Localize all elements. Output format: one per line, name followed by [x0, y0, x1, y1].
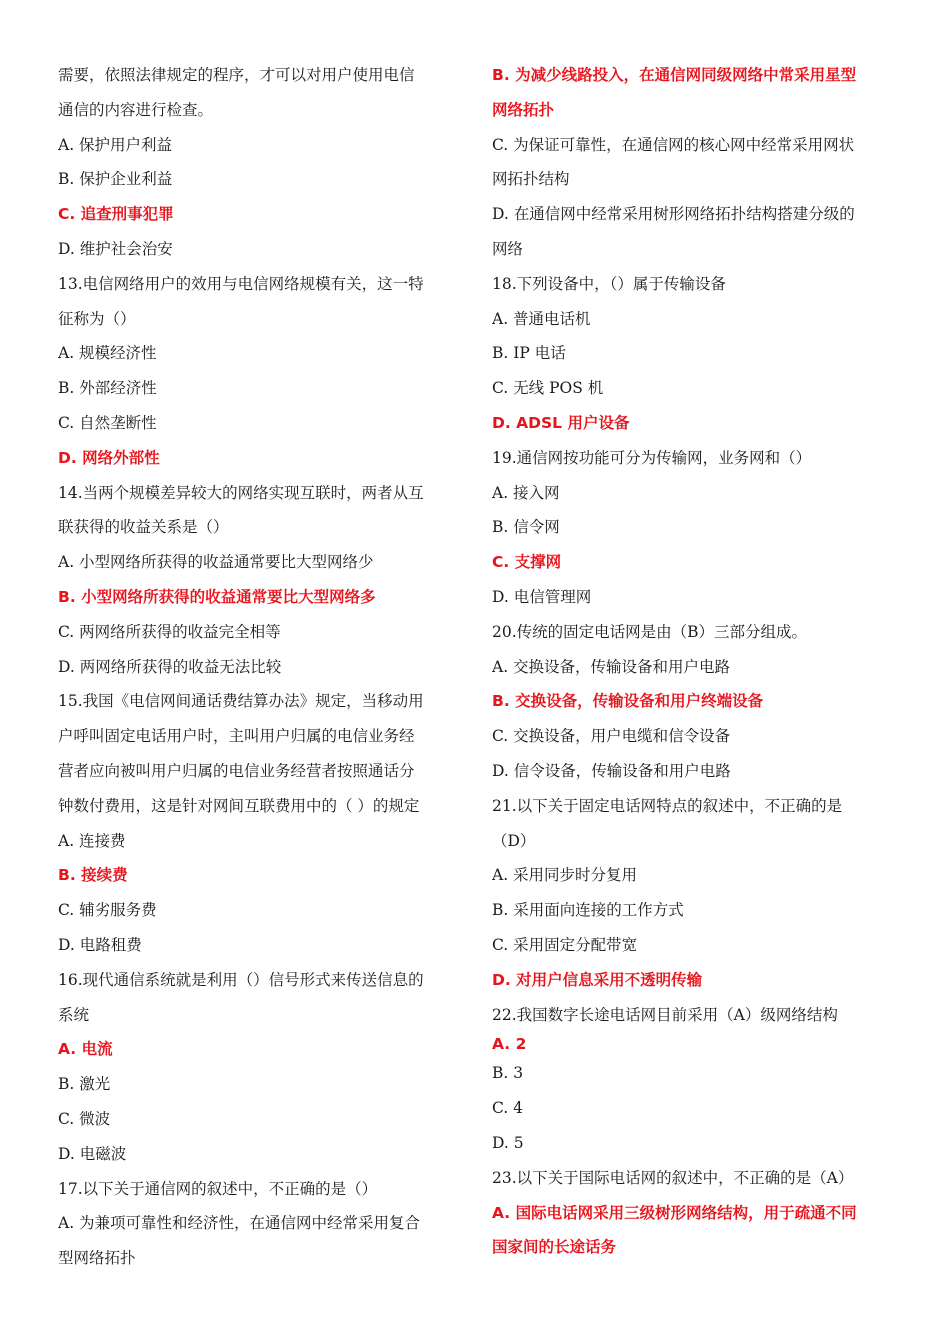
text-line: 需要，依照法律规定的程序，才可以对用户使用电信	[58, 66, 415, 84]
text-line: 18.下列设备中，（）属于传输设备	[492, 274, 726, 293]
text-line: B. 激光	[58, 1075, 111, 1094]
answer-line: B. 小型网络所获得的收益通常要比大型网络多	[58, 587, 376, 606]
text-line: C. 采用固定分配带宽	[492, 935, 638, 954]
text-line: 网拓扑结构	[492, 170, 570, 189]
text-line: D. 两网络所获得的收益无法比较	[58, 657, 282, 676]
text-line: 19.通信网按功能可分为传输网，业务网和（）	[492, 448, 812, 467]
answer-line: A. 国际电话网采用三级树形网络结构，用于疏通不同	[492, 1203, 857, 1222]
text-line: 联获得的收益关系是（）	[58, 518, 229, 537]
text-line: D. 电路租费	[58, 935, 142, 954]
text-line: 型网络拓扑	[58, 1249, 136, 1268]
text-line: D. 5	[492, 1133, 524, 1152]
text-line: D. 维护社会治安	[58, 239, 173, 258]
answer-line: C. 支撑网	[492, 553, 562, 572]
text-line: C. 4	[492, 1099, 524, 1118]
text-line: C. 为保证可靠性，在通信网的核心网中经常采用网状	[492, 135, 855, 154]
text-line: D. 电磁波	[58, 1144, 127, 1163]
text-line: 13.电信网络用户的效用与电信网络规模有关，这一特	[58, 274, 424, 293]
text-line: D. 信令设备，传输设备和用户电路	[492, 761, 731, 780]
text-line: A. 接入网	[492, 483, 560, 502]
answer-line: D. ADSL 用户设备	[492, 413, 630, 432]
right-column	[492, 58, 897, 1265]
text-line: B. 外部经济性	[58, 379, 157, 398]
text-line: C. 无线 POS 机	[492, 379, 604, 398]
answer-line: B. 交换设备，传输设备和用户终端设备	[492, 692, 764, 711]
text-line: C. 辅劣服务费	[58, 901, 157, 920]
text-line: B. 采用面向连接的工作方式	[492, 901, 684, 920]
text-line: A. 交换设备，传输设备和用户电路	[492, 657, 731, 676]
text-line: C. 自然垄断性	[58, 413, 157, 432]
text-line: B. 3	[492, 1064, 524, 1083]
text-line: C. 交换设备，用户电缆和信令设备	[492, 727, 731, 746]
text-line: 20.传统的固定电话网是由（B）三部分组成。	[492, 622, 808, 641]
left-column	[58, 58, 458, 1276]
answer-line: A. 电流	[58, 1040, 113, 1059]
text-line: 网络	[492, 239, 524, 258]
text-line: D. 在通信网中经常采用树形网络拓扑结构搭建分级的	[492, 205, 855, 224]
answer-line: A. 2	[492, 1035, 527, 1054]
text-line: B. 信令网	[492, 518, 560, 537]
answer-line: B. 为减少线路投入，在通信网同级网络中常采用星型	[492, 66, 857, 84]
answer-line: D. 对用户信息采用不透明传输	[492, 970, 703, 989]
text-line: 通信的内容进行检查。	[58, 100, 214, 119]
text-line: 16.现代通信系统就是利用（）信号形式来传送信息的	[58, 970, 424, 989]
text-line: 系统	[58, 1005, 90, 1024]
answer-line: C. 追查刑事犯罪	[58, 205, 174, 224]
text-line: 14.当两个规模差异较大的网络实现互联时，两者从互	[58, 483, 424, 502]
text-line: B. 保护企业利益	[58, 170, 173, 189]
text-line: 钟数付费用，这是针对网间互联费用中的（ ）的规定	[58, 796, 420, 815]
text-line: A. 为兼项可靠性和经济性，在通信网中经常采用复合	[58, 1214, 421, 1233]
text-line: 23.以下关于国际电话网的叙述中，不正确的是（A）	[492, 1168, 854, 1187]
text-line: A. 连接费	[58, 831, 126, 850]
text-line: 21.以下关于固定电话网特点的叙述中，不正确的是	[492, 796, 843, 815]
text-line: 征称为（）	[58, 309, 136, 328]
answer-line: 网络拓扑	[492, 100, 555, 119]
text-line: 22.我国数字长途电话网目前采用（A）级网络结构	[492, 1005, 838, 1024]
text-line: 户呼叫固定电话用户时，主叫用户归属的电信业务经	[58, 727, 415, 746]
text-line: A. 采用同步时分复用	[492, 866, 638, 885]
text-line: A. 普通电话机	[492, 309, 591, 328]
text-line: （D）	[492, 831, 536, 850]
text-line: 营者应向被叫用户归属的电信业务经营者按照通话分	[58, 761, 415, 780]
text-line: C. 两网络所获得的收益完全相等	[58, 622, 281, 641]
text-line: 17.以下关于通信网的叙述中，不正确的是（）	[58, 1179, 378, 1198]
text-line: D. 电信管理网	[492, 587, 592, 606]
answer-line: D. 网络外部性	[58, 448, 160, 467]
text-line: C. 微波	[58, 1109, 111, 1128]
answer-line: 国家间的长途话务	[492, 1238, 617, 1257]
text-line: 15.我国《电信网间通话费结算办法》规定，当移动用	[58, 692, 424, 711]
text-line: A. 保护用户利益	[58, 135, 173, 154]
text-line: B. IP 电话	[492, 344, 566, 363]
text-line: A. 小型网络所获得的收益通常要比大型网络少	[58, 553, 374, 572]
text-line: A. 规模经济性	[58, 344, 157, 363]
answer-line: B. 接续费	[58, 866, 128, 885]
